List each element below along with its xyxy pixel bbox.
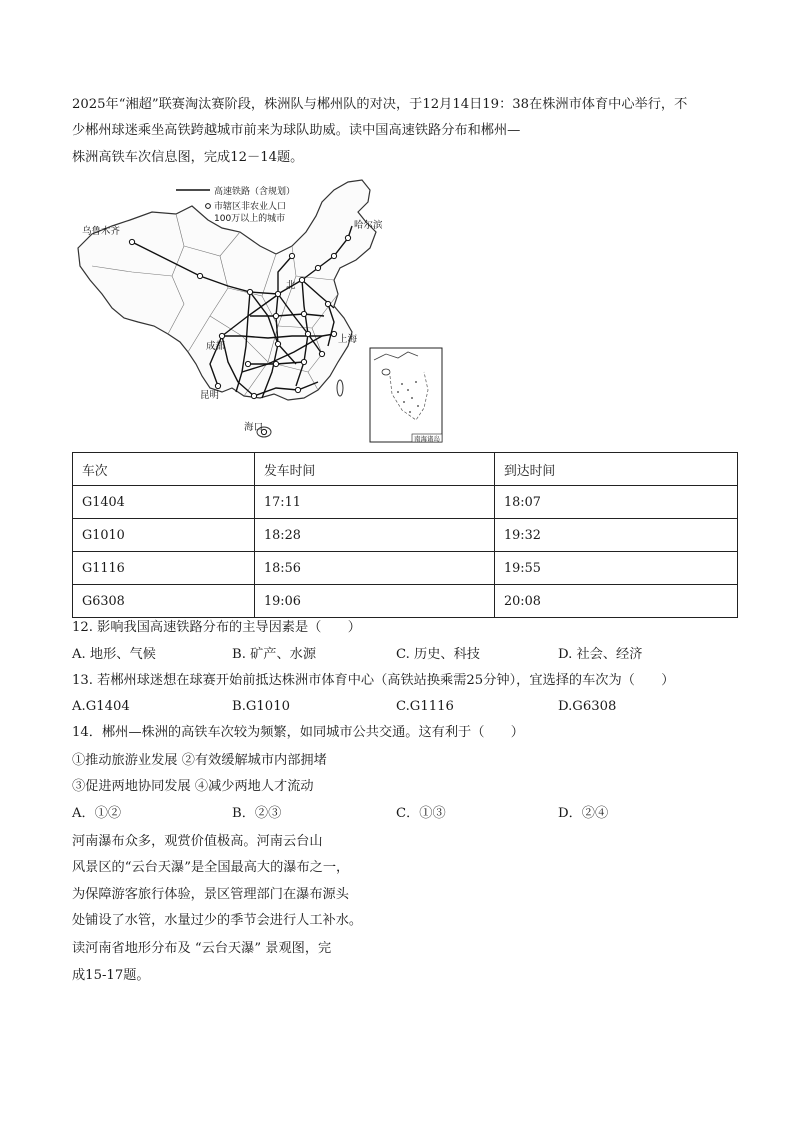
q12-option-b[interactable]: B. 矿产、水源 (232, 647, 317, 662)
depart-time-cell: 17:11 (255, 486, 495, 519)
city-label-haikou: 海口 (244, 422, 264, 433)
q12-option-d[interactable]: D. 社会、经济 (558, 647, 643, 662)
q14-option-b[interactable]: B．②③ (232, 806, 282, 821)
legend-city-label-1: 市辖区非农业人口 (214, 202, 287, 212)
passage2-line-5: 读河南省地形分布及 “云台天瀑” 景观图，完 (72, 941, 332, 956)
passage2-line-3: 为保障游客旅行体验，景区管理部门在瀑布源头 (72, 887, 349, 902)
table-row (73, 519, 738, 552)
china-hsr-map (72, 176, 452, 446)
train-no-cell: G1010 (73, 519, 255, 552)
q14-stem: 14．郴州—株洲的高铁车次较为频繁，如同城市公共交通。这有利于（ ） (72, 725, 524, 740)
passage2-line-6: 成15-17题。 (72, 968, 150, 983)
arrive-time-cell: 18:07 (495, 486, 738, 519)
header-train-no: 车次 (73, 453, 255, 486)
arrive-time-cell: 19:32 (495, 519, 738, 552)
train-no-cell: G6308 (73, 585, 255, 618)
passage2-line-4: 处铺设了水管，水量过少的季节会进行人工补水。 (72, 913, 363, 928)
q14-option-d[interactable]: D．②④ (558, 806, 609, 821)
q12-option-a[interactable]: A. 地形、气候 (72, 647, 156, 662)
taiwan-island (337, 380, 343, 396)
legend-rail-label: 高速铁路（含规划） (214, 187, 296, 197)
city-label-harbin: 哈尔滨 (354, 220, 383, 231)
train-timetable (72, 452, 738, 618)
table-header-row (73, 453, 738, 486)
inset-label: 南海诸岛 (414, 435, 440, 443)
q14-items-line-2: ③促进两地协同发展 ④减少两地人才流动 (72, 779, 314, 794)
table-row (73, 486, 738, 519)
q12-stem: 12. 影响我国高速铁路分布的主导因素是（ ） (72, 620, 361, 635)
depart-time-cell: 19:06 (255, 585, 495, 618)
q13-option-d[interactable]: D.G6308 (558, 699, 617, 714)
passage2-line-1: 河南瀑布众多，观赏价值极高。河南云台山 (72, 834, 323, 849)
q12-option-c[interactable]: C. 历史、科技 (396, 647, 480, 662)
intro-line-1: 2025年“湘超”联赛淘汰赛阶段，株洲队与郴州队的对决，于12月14日19：38在株洲市体育中心举行，不 (72, 97, 688, 112)
table-row (73, 585, 738, 618)
intro-line-3: 株洲高铁车次信息图，完成12－14题。 (72, 150, 304, 165)
city-label-kunming: 昆明 (200, 390, 220, 401)
table-row (73, 552, 738, 585)
q13-option-c[interactable]: C.G1116 (396, 699, 454, 714)
header-arrive-time: 到达时间 (495, 453, 738, 486)
arrive-time-cell: 20:08 (495, 585, 738, 618)
city-label-chengdu: 成都 (206, 341, 226, 352)
q14-items-line-1: ①推动旅游业发展 ②有效缓解城市内部拥堵 (72, 753, 327, 768)
depart-time-cell: 18:56 (255, 552, 495, 585)
header-depart-time: 发车时间 (255, 453, 495, 486)
train-no-cell: G1404 (73, 486, 255, 519)
train-no-cell: G1116 (73, 552, 255, 585)
q14-option-a[interactable]: A．①② (72, 806, 122, 821)
depart-time-cell: 18:28 (255, 519, 495, 552)
city-label-shanghai: 上海 (338, 334, 358, 345)
q13-option-a[interactable]: A.G1404 (72, 699, 130, 714)
south-china-sea-inset (370, 348, 442, 443)
intro-line-2: 少郴州球迷乘坐高铁跨越城市前来为球队助威。读中国高速铁路分布和郴州— (72, 123, 521, 138)
arrive-time-cell: 19:55 (495, 552, 738, 585)
legend-city-label-2: 100万以上的城市 (214, 214, 286, 224)
city-label-urumqi: 乌鲁木齐 (82, 226, 121, 237)
q13-stem: 13. 若郴州球迷想在球赛开始前抵达株洲市体育中心（高铁站换乘需25分钟），宜选择的车次为（ ） (72, 673, 675, 688)
city-label-beijing: 北 (286, 280, 296, 291)
q13-option-b[interactable]: B.G1010 (232, 699, 290, 714)
passage2-line-2: 风景区的“云台天瀑”是全国最高大的瀑布之一， (72, 860, 350, 875)
q14-option-c[interactable]: C．①③ (396, 806, 446, 821)
